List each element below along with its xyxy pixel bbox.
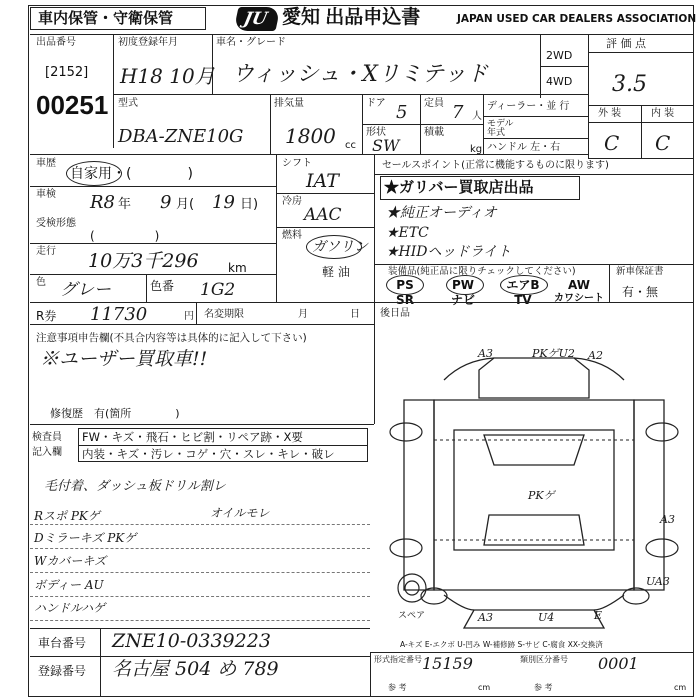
equip-pw-circle (446, 275, 484, 295)
private-use-circle (66, 161, 122, 186)
drive-4wd: 4WD (546, 75, 573, 88)
grade-exterior-label: 外 装 (598, 108, 622, 119)
inspection-month: 9 (160, 192, 172, 213)
equip-seat: カワシート (554, 293, 604, 304)
grade-exterior-value: C (604, 131, 620, 155)
diagram-label-3: A2 (588, 349, 603, 362)
exterior-items: FW・キズ・飛石・ヒビ割・リペア跡・X要 (82, 430, 303, 444)
frame-number-value: ZNE10-0339223 (112, 630, 271, 652)
diagram-label-5: A3 (660, 513, 675, 526)
equip-pw: PW (451, 278, 475, 292)
reference-label-1: 参 考 (388, 683, 407, 692)
category-label: 類別区分番号 (520, 655, 568, 664)
sales-banner-text: ★ガリバー買取店出品 (384, 179, 534, 196)
drive-2wd: 2WD (546, 49, 573, 62)
car-name-label: 車名・グレード (216, 37, 286, 48)
lot-number: 00251 (36, 90, 109, 120)
acceptance-label: 受検形態 (36, 218, 76, 229)
type-spec-label: 形式指定番号 (374, 655, 422, 664)
shape-label: 形状 (366, 127, 386, 138)
displacement-unit: cc (345, 140, 356, 151)
diagram-label-8: U4 (538, 611, 555, 624)
color-value: グレー (60, 280, 111, 300)
fuel-circle (306, 235, 362, 259)
reference-label-2: 参 考 (534, 683, 553, 692)
capacity-value: 7 (452, 102, 464, 123)
dealer-label: ディーラー・並 行 (487, 101, 570, 112)
recycle-value: 11730 (90, 304, 148, 325)
equip-airbag: エアB (506, 278, 540, 292)
capacity-unit: 人 (472, 111, 482, 122)
after-fit-label: 後日品 (380, 308, 410, 319)
frame-number-label: 車台番号 (38, 636, 87, 650)
fuel-label: 燃料 (282, 230, 302, 241)
equip-ps: PS (396, 278, 414, 292)
inspection-label: 車検 (36, 189, 56, 200)
car-name-value: ウィッシュ・Xリミテッド (232, 62, 488, 87)
history-value: 自家用・( ) (70, 166, 193, 182)
inspection-note-7: ハンドルハゲ (34, 601, 106, 615)
color-number-value: 1G2 (200, 280, 236, 300)
notes-label: 注意事項申告欄(不具合内容等は具体的に記入して下さい) (36, 332, 307, 344)
first-reg-label: 初度登録年月 (118, 37, 178, 48)
reference-unit-1: cm (478, 683, 491, 692)
grade-interior-label: 内 装 (651, 108, 675, 119)
equipment-label: 装備品(純正品に限りチェックしてください) (388, 266, 576, 277)
first-reg-value: H18 10月 (120, 64, 215, 88)
inspection-note-3: オイルモレ (210, 506, 270, 520)
registration-number-value: 名古屋 504 め 789 (112, 658, 279, 680)
grade-interior-value: C (655, 131, 671, 155)
damage-legend: A-キズ E-エクボ U-凹み W-補修跡 S-サビ C-腐食 XX-交換済 (400, 640, 603, 649)
door-value: 5 (396, 102, 408, 123)
form-title: 愛知 出品申込書 (282, 7, 421, 28)
diagram-label-4: PKゲ (528, 489, 555, 502)
loading-unit: kg (470, 144, 483, 155)
ju-logo-text: JU (241, 9, 270, 29)
association-name: JAPAN USED CAR DEALERS ASSOCIATION (457, 13, 697, 25)
recycle-label: R券 (36, 309, 57, 323)
inspection-day: 19 (212, 192, 235, 213)
entry-label: 記入欄 (32, 447, 62, 458)
mileage-unit: km (228, 261, 247, 275)
diagram-label-1: A3 (478, 347, 493, 360)
model-year-label: モデル 年式 (487, 119, 514, 138)
grade-label: 評 価 点 (606, 37, 646, 50)
inspection-year: R8 (90, 192, 116, 213)
acceptance-value: ( ) (90, 229, 160, 243)
ju-logo (233, 7, 280, 31)
inspection-note-4: Dミラーキズ PKゲ (34, 531, 137, 545)
displacement-value: 1800 (285, 124, 336, 148)
interior-items: 内装・キズ・汚レ・コゲ・穴・スレ・キレ・破レ (82, 447, 335, 461)
model-value: DBA-ZNE10G (118, 126, 244, 147)
inspection-year-unit: 年 (118, 197, 132, 212)
equip-navi: ナビ (450, 293, 475, 307)
category-value: 0001 (598, 654, 639, 673)
diagram-label-9: E (594, 609, 603, 622)
ac-label: 冷房 (282, 196, 302, 207)
equip-airbag-circle (500, 275, 548, 295)
recycle-unit: 円 (184, 311, 194, 322)
grade-value: 3.5 (612, 72, 647, 97)
inspection-note-1: 毛付着、ダッシュ板ドリル割レ (44, 479, 226, 494)
sales-point-1: ★純正オーディオ (386, 205, 497, 221)
mileage-label: 走行 (36, 246, 56, 257)
capacity-label: 定員 (424, 98, 444, 109)
equip-tv: TV (514, 293, 532, 307)
fuel-value: ガソリン (312, 239, 368, 255)
mileage-value: 10万3千296 (88, 250, 199, 272)
diagram-label-6: UA3 (646, 575, 670, 588)
fuel-option: 軽 油 (322, 265, 350, 279)
inspection-note-6: ボディー AU (34, 578, 104, 592)
diagram-label-7: A3 (478, 611, 493, 624)
sales-point-3: ★HIDヘッドライト (386, 244, 512, 260)
inspection-note-2: Rスポ PKゲ (34, 509, 100, 523)
shape-value: SW (372, 136, 400, 155)
lot-sub-number: [2152] (45, 65, 89, 80)
type-spec-value: 15159 (422, 654, 473, 673)
warranty-label: 新車保証書 (616, 266, 664, 277)
repair-history-label: 修復歴 有(箇所 ) (50, 407, 180, 420)
change-day-unit: 日 (350, 309, 360, 320)
warranty-options: 有・無 (622, 285, 659, 299)
inspector-label: 検査員 (32, 432, 62, 443)
inspection-note-5: Wカバーキズ (34, 554, 107, 568)
inspection-day-unit: 日) (240, 197, 259, 212)
registration-number-label: 登録番号 (38, 664, 87, 678)
equip-ps-circle (386, 275, 424, 295)
inspection-month-unit: 月( (176, 197, 195, 212)
color-label: 色 (36, 277, 46, 288)
history-label: 車歴 (36, 158, 56, 169)
displacement-label: 排気量 (274, 98, 304, 109)
loading-label: 積載 (424, 127, 444, 138)
diagram-label-2: PKゲU2 (532, 347, 575, 360)
reference-unit-2: cm (674, 683, 687, 692)
lot-number-label: 出品番号 (36, 37, 76, 48)
sales-points-label: セールスポイント(正常に機能するものに限ります) (382, 160, 609, 171)
ac-value: AAC (304, 205, 342, 225)
equip-sr: SR (396, 293, 414, 307)
shift-value: IAT (306, 170, 339, 192)
sales-point-2: ★ETC (386, 225, 429, 241)
storage-badge-text: 車内保管・守衛保管 (38, 10, 174, 27)
door-label: ドア (366, 98, 386, 109)
color-number-label: 色番 (150, 279, 175, 293)
notes-value: ※ユーザー買取車!! (40, 348, 208, 370)
change-month-unit: 月 (298, 309, 308, 320)
change-deadline-label: 名変期限 (204, 309, 244, 320)
spare-label: スペア (398, 611, 426, 621)
shift-label: シフト (282, 158, 312, 169)
model-label: 型式 (118, 98, 138, 109)
handle-label: ハンドル 左・右 (487, 142, 561, 153)
equip-aw: AW (568, 278, 590, 292)
